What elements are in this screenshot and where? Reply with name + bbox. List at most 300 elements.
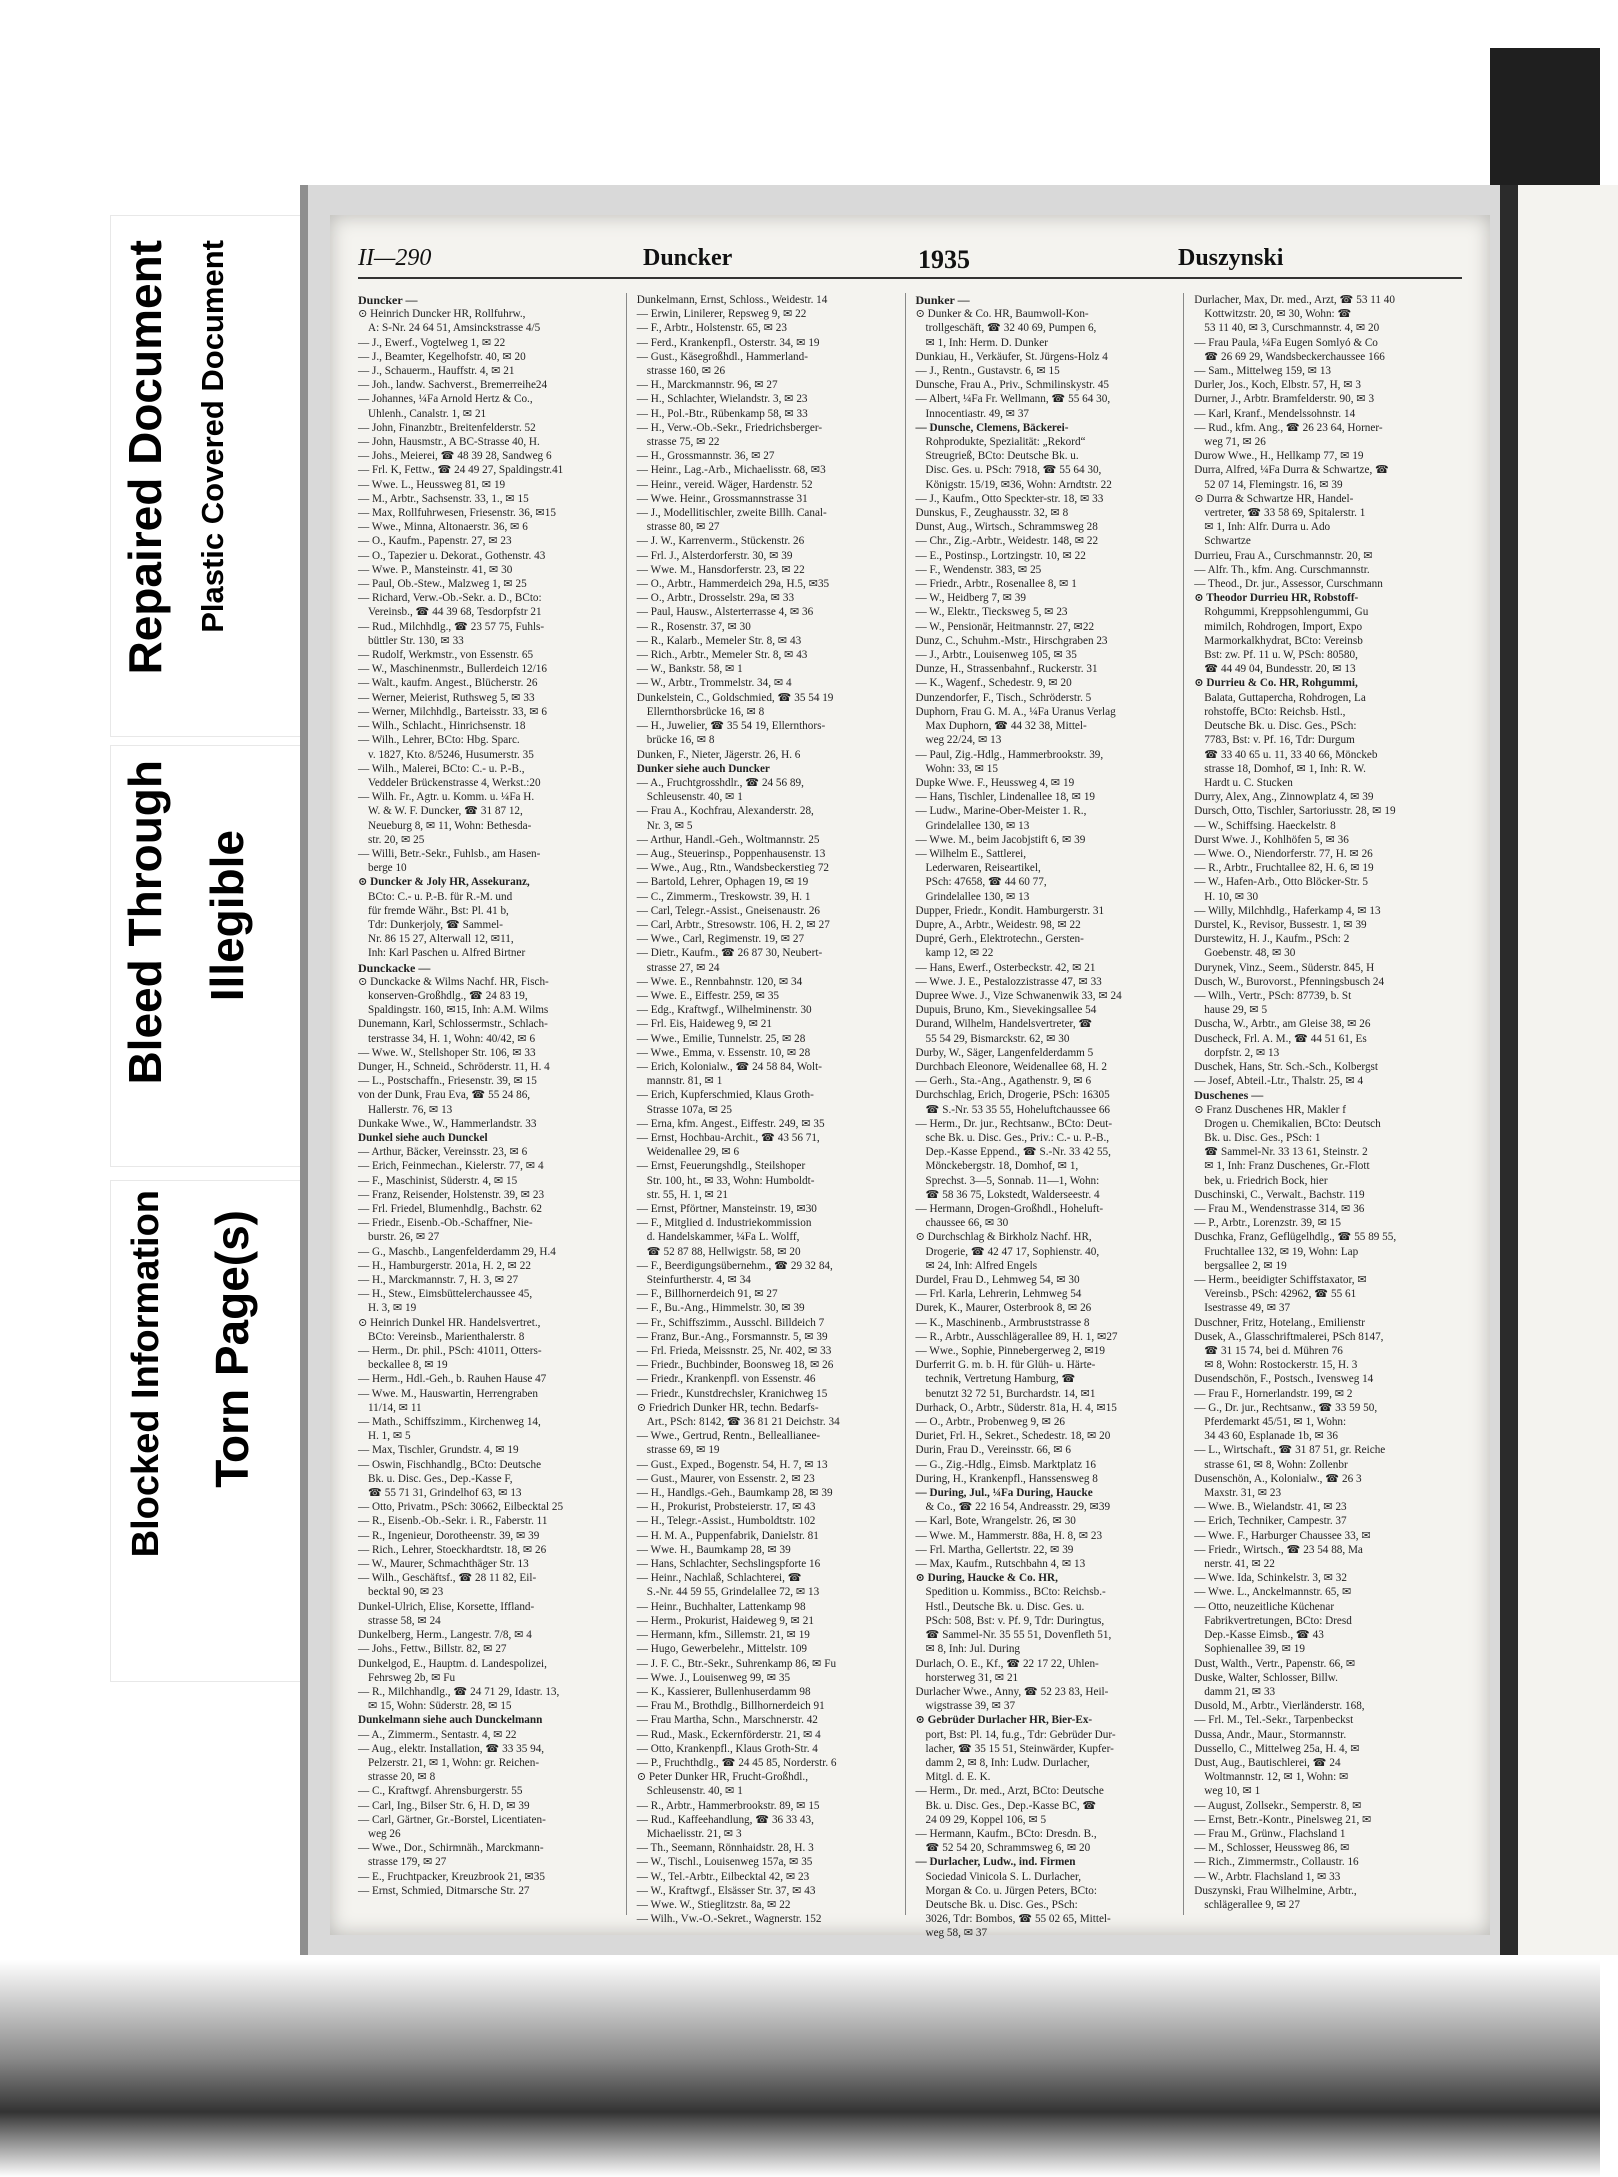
directory-entry: weg 26 bbox=[368, 1827, 401, 1840]
directory-entry: Dunken, F., Nieter, Jägerstr. 26, H. 6 bbox=[636, 748, 801, 761]
directory-entry: ✉ 1, Inh: Franz Duschenes, Gr.-Flott bbox=[1204, 1160, 1370, 1173]
directory-entry: — Wwe. H., Baumkamp 28, ✉ 39 bbox=[636, 1543, 791, 1556]
directory-entry: Art., PSch: 8142, ☎ 36 81 21 Deichstr. 34 bbox=[646, 1416, 840, 1429]
directory-entry: ⊙ Theodor Durrieu HR, Robstoff- bbox=[1194, 592, 1359, 605]
directory-entry: Schwartze bbox=[1204, 535, 1251, 548]
directory-entry: kamp 12, ✉ 22 bbox=[925, 947, 994, 960]
directory-entry: — R., Ingenieur, Dorotheenstr. 39, ✉ 39 bbox=[358, 1529, 540, 1542]
directory-entry: — Max, Kaufm., Rutschbahn 4, ✉ 13 bbox=[915, 1558, 1086, 1571]
directory-entry: für fremde Währ., Bst: Pl. 41 b, bbox=[368, 904, 509, 917]
directory-entry: — Heinr., Nachlaß, Schlachterei, ☎ bbox=[636, 1572, 802, 1585]
directory-entry: Vereinsb., PSch: 42962, ☎ 55 61 bbox=[1204, 1288, 1357, 1301]
directory-entry: — Josef, Abteil.-Ltr., Thalstr. 25, ✉ 4 bbox=[1194, 1075, 1364, 1088]
directory-entry: — Wwe., Minna, Altonaerstr. 36, ✉ 6 bbox=[358, 521, 528, 534]
directory-entry: — J. W., Karrenverm., Stückenstr. 26 bbox=[636, 535, 805, 548]
directory-entry: hause 29, ✉ 5 bbox=[1204, 1004, 1268, 1017]
directory-entry: — W., Hafen-Arb., Otto Blöcker-Str. 5 bbox=[1194, 876, 1369, 889]
directory-entry: — Franz, Reisender, Holstenstr. 39, ✉ 23 bbox=[358, 1188, 545, 1201]
directory-entry: strasse 27, ✉ 24 bbox=[646, 961, 720, 974]
directory-entry: — Gust., Exped., Bogenstr. 54, H. 7, ✉ 13 bbox=[636, 1458, 828, 1471]
directory-entry: Deutsche Bk. u. Disc. Ges., PSch: bbox=[1204, 720, 1357, 733]
directory-entry: — Wwe. E., Eiffestr. 259, ✉ 35 bbox=[636, 989, 780, 1002]
illegible-label: Illegible bbox=[201, 830, 253, 1002]
directory-entry: — Rich., Lehrer, Stoeckhardtstr. 18, ✉ 26 bbox=[358, 1543, 547, 1556]
directory-entry: — Oswin, Fischhandlg., BCto: Deutsche bbox=[358, 1458, 542, 1471]
directory-column-2 bbox=[636, 293, 906, 1926]
directory-entry: dorpfstr. 2, ✉ 13 bbox=[1204, 1046, 1280, 1059]
directory-entry: Dusek, A., Glasschriftmalerei, PSch 8147, bbox=[1194, 1330, 1384, 1343]
directory-entry: damm 21, ✉ 33 bbox=[1204, 1685, 1276, 1698]
directory-entry: — Frau M., Brothdlg., Billhornerdeich 91 bbox=[636, 1700, 825, 1713]
directory-entry: Dusenschön, A., Kolonialw., ☎ 26 3 bbox=[1194, 1472, 1362, 1485]
directory-entry: Duske, Walter, Schlosser, Billw. bbox=[1194, 1671, 1338, 1684]
directory-entry: Dusendschön, F., Postsch., Ivensweg 14 bbox=[1194, 1373, 1374, 1386]
header-rule bbox=[358, 277, 1462, 279]
directory-entry: — Frl. J., Alsterdorferstr. 30, ✉ 39 bbox=[636, 549, 793, 562]
directory-entry: — Ludw., Marine-Ober-Meister 1. R., bbox=[915, 805, 1087, 818]
directory-entry: strasse 80, ✉ 27 bbox=[646, 521, 720, 534]
directory-entry: Duscheck, Frl. A. M., ☎ 44 51 61, Es bbox=[1194, 1032, 1367, 1045]
directory-entry: ⊙ Dunckacke & Wilms Nachf. HR, Fisch- bbox=[358, 975, 549, 988]
directory-entry: — Friedr., Eisenb.-Ob.-Schaffner, Nie- bbox=[358, 1217, 533, 1230]
directory-entry: port, Bst: Pl. 14, fu.g., Tdr: Gebrüder Dur- bbox=[925, 1728, 1116, 1741]
directory-entry: PSch: 508, Bst: v. Pf. 9, Tdr: Duringtus, bbox=[925, 1614, 1105, 1627]
directory-entry: — A., Zimmerm., Sentastr. 4, ✉ 22 bbox=[358, 1728, 517, 1741]
directory-entry: — Wwe. W., Stellshoper Str. 106, ✉ 33 bbox=[358, 1046, 536, 1059]
directory-entry: Dunkelgod, E., Hauptm. d. Landespolizei, bbox=[358, 1657, 547, 1670]
directory-entry: — John, Finanzbtr., Breitenfelderstr. 52 bbox=[358, 421, 536, 434]
directory-entry: — H., Stew., Eimsbüttelerchaussee 45, bbox=[358, 1288, 533, 1301]
directory-entry: berge 10 bbox=[368, 862, 407, 875]
directory-entry: — Herm., Dr. phil., PSch: 41011, Otters- bbox=[358, 1345, 542, 1358]
directory-entry: — F., Bu.-Ang., Himmelstr. 30, ✉ 39 bbox=[636, 1302, 805, 1315]
directory-entry: ☎ 26 69 29, Wandsbeckerchaussee 166 bbox=[1204, 350, 1385, 363]
header-name-right: Duszynski bbox=[1178, 245, 1284, 271]
directory-entry: — W., Arbtr., Trommelstr. 34, ✉ 4 bbox=[636, 677, 792, 690]
directory-entry: — Herm., Dr. jur., Rechtsanw., BCto: Deut- bbox=[915, 1117, 1113, 1130]
directory-entry: — C., Kraftwgf. Ahrensburgerstr. 55 bbox=[358, 1785, 523, 1798]
directory-entry: — Gerh., Sta.-Ang., Agathenstr. 9, ✉ 6 bbox=[915, 1075, 1092, 1088]
directory-entry: — J., Kaufm., Otto Speckter-str. 18, ✉ 33 bbox=[915, 492, 1104, 505]
directory-entry: Woltmannstr. 12, ✉ 1, Wohn: ✉ bbox=[1204, 1771, 1349, 1784]
directory-entry: Bk. u. Disc. Ges., Dep.-Kasse F, bbox=[368, 1472, 513, 1485]
directory-entry: — Richard, Verw.-Ob.-Sekr. a. D., BCto: bbox=[358, 592, 542, 605]
directory-entry: Dunze, H., Strassenbahnf., Ruckerstr. 31 bbox=[915, 663, 1098, 676]
directory-entry: Durst Wwe. J., Kohlhöfen 5, ✉ 36 bbox=[1194, 833, 1349, 846]
directory-entry: Bk. u. Disc. Ges., PSch: 1 bbox=[1204, 1131, 1321, 1144]
directory-entry: — John, Hausmstr., A BC-Strasse 40, H. bbox=[358, 436, 540, 449]
directory-entry: — Hans, Tischler, Lindenallee 18, ✉ 19 bbox=[915, 791, 1096, 804]
directory-entry: — H., Juwelier, ☎ 35 54 19, Ellernthors- bbox=[636, 720, 826, 733]
header-name-left: Duncker bbox=[643, 245, 733, 271]
directory-entry: Rohprodukte, Spezialität: „Rekord“ bbox=[925, 436, 1086, 449]
directory-entry: Durferrit G. m. b. H. für Glüh- u. Härte- bbox=[915, 1359, 1096, 1372]
directory-entry: Sociedad Vinicola S. L. Durlacher, bbox=[925, 1870, 1082, 1883]
directory-entry: Veddeler Brückenstrasse 4, Werkst.:20 bbox=[368, 776, 541, 789]
directory-entry: — J. F. C., Btr.-Sekr., Suhrenkamp 86, ✉ Fu bbox=[636, 1657, 837, 1670]
directory-entry: Durlach, O. E., Kf., ☎ 22 17 22, Uhlen- bbox=[915, 1657, 1099, 1670]
directory-entry: S.-Nr. 44 59 55, Grindelallee 72, ✉ 13 bbox=[646, 1586, 820, 1599]
directory-entry: Dupre, A., Arbtr., Weidestr. 98, ✉ 22 bbox=[915, 918, 1081, 931]
directory-entry: Bst: zw. Pf. 11 u. W, PSch: 80580, bbox=[1204, 649, 1358, 662]
directory-entry: Dunst, Aug., Wirtsch., Schrammsweg 28 bbox=[915, 521, 1098, 534]
directory-entry: — Frau Martha, Schn., Marschnerstr. 42 bbox=[636, 1714, 818, 1727]
directory-entry: Michaelisstr. 21, ✉ 3 bbox=[646, 1827, 742, 1840]
directory-entry: nerstr. 41, ✉ 22 bbox=[1204, 1558, 1275, 1571]
directory-entry: weg 58, ✉ 37 bbox=[925, 1927, 988, 1940]
directory-entry: Dussello, C., Mittelweg 25a, H. 4, ✉ bbox=[1194, 1742, 1360, 1755]
directory-column-3 bbox=[915, 293, 1185, 1940]
directory-entry: str. 55, H. 1, ✉ 21 bbox=[646, 1188, 728, 1201]
blocked-information-label: Blocked Information bbox=[125, 1190, 167, 1558]
directory-entry: — Aug., Steuerinsp., Poppenhausenstr. 13 bbox=[636, 847, 826, 860]
directory-entry: — Wwe. Heinr., Grossmannstrasse 31 bbox=[636, 492, 808, 505]
directory-column-4 bbox=[1194, 293, 1462, 1915]
directory-entry: — Erich, Kolonialw., ☎ 24 58 84, Wolt- bbox=[636, 1060, 822, 1073]
directory-entry: — Wwe. O., Niendorferstr. 77, H. ✉ 26 bbox=[1194, 847, 1373, 860]
directory-entry: Nr. 86 15 27, Alterwall 12, ✉11, bbox=[368, 933, 514, 946]
directory-entry: schlägerallee 9, ✉ 27 bbox=[1204, 1898, 1300, 1911]
directory-entry: Dunemann, Karl, Schlossermstr., Schlach- bbox=[358, 1018, 548, 1031]
directory-entry: — Wwe. B., Wielandstr. 41, ✉ 23 bbox=[1194, 1501, 1347, 1514]
directory-entry: — Theod., Dr. jur., Assessor, Curschmann bbox=[1194, 578, 1383, 591]
directory-entry: 55 54 29, Bismarckstr. 62, ✉ 30 bbox=[925, 1032, 1070, 1045]
directory-entry: — Ferd., Krankenpfl., Osterstr. 34, ✉ 19 bbox=[636, 336, 820, 349]
directory-entry: vertreter, ☎ 33 58 69, Spitalerstr. 1 bbox=[1204, 507, 1366, 520]
directory-entry: — Paul, Zig.-Hdlg., Hammerbrookstr. 39, bbox=[915, 748, 1104, 761]
directory-entry: — M., Arbtr., Sachsenstr. 33, 1., ✉ 15 bbox=[358, 492, 529, 505]
directory-entry: — Carl, Arbtr., Stresowstr. 106, H. 2, ✉ 27 bbox=[636, 918, 830, 931]
directory-entry: — Durlacher, Ludw., ind. Firmen bbox=[915, 1856, 1076, 1869]
directory-entry: — Frau F., Hornerlandstr. 199, ✉ 2 bbox=[1194, 1387, 1353, 1400]
directory-entry: Disc. Ges. u. PSch: 7918, ☎ 55 64 30, bbox=[925, 464, 1102, 477]
directory-entry: Neueburg 8, ✉ 11, Wohn: Bethesda- bbox=[368, 819, 532, 832]
directory-entry: Duphorn, Frau G. M. A., ¼Fa Uranus Verlag bbox=[915, 705, 1116, 718]
directory-entry: Duscha, W., Arbtr., am Gleise 38, ✉ 26 bbox=[1194, 1018, 1371, 1031]
directory-entry: Pelzerstr. 21, ✉ 1, Wohn: gr. Reichen- bbox=[368, 1756, 540, 1769]
directory-entry: — Hermann, Kaufm., BCto: Dresdn. B., bbox=[915, 1827, 1097, 1840]
directory-entry: Dupree Wwe. J., Vize Schwanenwik 33, ✉ 24 bbox=[915, 989, 1122, 1002]
directory-entry: Dunz, C., Schuhm.-Mstr., Hirschgraben 23 bbox=[915, 634, 1108, 647]
directory-entry: wigstrasse 39, ✉ 37 bbox=[925, 1700, 1016, 1713]
directory-entry: — Math., Schiffszimm., Kirchenweg 14, bbox=[358, 1416, 541, 1429]
directory-entry: — Franz, Bur.-Ang., Forsmannstr. 5, ✉ 39 bbox=[636, 1330, 828, 1343]
directory-entry: Strasse 107a, ✉ 25 bbox=[646, 1103, 732, 1116]
directory-entry: — Frau A., Kochfrau, Alexanderstr. 28, bbox=[636, 805, 814, 818]
directory-entry: — W., Kraftwgf., Elsässer Str. 37, ✉ 43 bbox=[636, 1884, 816, 1897]
directory-entry: — Friedr., Buchbinder, Boonsweg 18, ✉ 26 bbox=[636, 1359, 834, 1372]
directory-entry: Dust, Aug., Bautischlerei, ☎ 24 bbox=[1194, 1756, 1341, 1769]
directory-entry: — H., Marckmannstr. 7, H. 3, ✉ 27 bbox=[358, 1274, 519, 1287]
directory-entry: Streugrieß, BCto: Deutsche Bk. u. bbox=[925, 450, 1079, 463]
directory-entry: A: S-Nr. 24 64 51, Amsinckstrasse 4/5 bbox=[368, 322, 541, 335]
directory-entry: Dunker siehe auch Duncker bbox=[636, 762, 770, 775]
directory-entry: strasse 69, ✉ 19 bbox=[646, 1444, 720, 1457]
directory-entry: Durner, J., Arbtr. Bramfelderstr. 90, ✉ 3 bbox=[1194, 393, 1375, 406]
directory-entry: — Paul, Hausw., Alsterterrasse 4, ✉ 36 bbox=[636, 606, 814, 619]
directory-entry: BCto: C.- u. P.-B. für R.-M. und bbox=[368, 890, 513, 903]
directory-entry: — L., Wirtschaft., ☎ 31 87 51, gr. Reiche bbox=[1194, 1444, 1386, 1457]
directory-entry: mimilch, Rohdrogen, Import, Expo bbox=[1204, 620, 1363, 633]
directory-entry: — R., Arbtr., Ausschlägerallee 89, H. 1, ✉27 bbox=[915, 1330, 1118, 1343]
directory-entry: — Willy, Milchhdlg., Haferkamp 4, ✉ 13 bbox=[1194, 904, 1381, 917]
directory-entry: Nr. 3, ✉ 5 bbox=[646, 819, 693, 832]
directory-entry: Dupper, Friedr., Kondit. Hamburgerstr. 31 bbox=[915, 904, 1105, 917]
directory-entry: Innocentiastr. 49, ✉ 37 bbox=[925, 407, 1030, 420]
directory-entry: Dunkiau, H., Verkäufer, St. Jürgens-Holz 4 bbox=[915, 350, 1108, 363]
directory-entry: Durynek, Vinz., Seem., Süderstr. 845, H bbox=[1194, 961, 1375, 974]
directory-entry: — J., Beamter, Kegelhofstr. 40, ✉ 20 bbox=[358, 350, 526, 363]
directory-entry: — H., Telegr.-Assist., Humboldtstr. 102 bbox=[636, 1515, 816, 1528]
directory-entry: Duszynski, Frau Wilhelmine, Arbtr., bbox=[1194, 1884, 1357, 1897]
directory-entry: Durin, Frau D., Vereinsstr. 66, ✉ 6 bbox=[915, 1444, 1072, 1457]
directory-entry: — F., Billhornerdeich 91, ✉ 27 bbox=[636, 1288, 778, 1301]
directory-entry: — Wwe., Dor., Schirmnäh., Marckmann- bbox=[358, 1842, 544, 1855]
directory-entry: brücke 16, ✉ 8 bbox=[646, 734, 715, 747]
directory-entry: PSch: 47658, ☎ 44 60 77, bbox=[925, 876, 1047, 889]
directory-entry: d. Handelskammer, ¼Fa L. Wolff, bbox=[646, 1231, 800, 1244]
directory-entry: Str. 100, ht., ✉ 33, Wohn: Humboldt- bbox=[646, 1174, 815, 1187]
directory-entry: Durek, K., Maurer, Osterbrook 8, ✉ 26 bbox=[915, 1302, 1092, 1315]
directory-entry: ✉ 24, Inh: Alfred Engels bbox=[925, 1259, 1038, 1272]
directory-entry: 53 11 40, ✉ 3, Curschmannstr. 4, ✉ 20 bbox=[1204, 322, 1380, 335]
directory-entry: — Max, Rollfuhrwesen, Friesenstr. 36, ✉15 bbox=[358, 507, 556, 520]
directory-entry: — E., Postinsp., Lortzingstr. 10, ✉ 22 bbox=[915, 549, 1086, 562]
directory-entry: — F., Maschinist, Süderstr. 4, ✉ 15 bbox=[358, 1174, 518, 1187]
directory-entry: H. 1, ✉ 5 bbox=[368, 1430, 411, 1443]
directory-entry: — Paul, Ob.-Stew., Malzweg 1, ✉ 25 bbox=[358, 578, 527, 591]
directory-entry: — Wwe. M., beim Jacobjstift 6, ✉ 39 bbox=[915, 833, 1086, 846]
directory-entry: — Wwe. L., Heussweg 81, ✉ 19 bbox=[358, 478, 506, 491]
directory-entry: strasse 18, Domhof, ✉ 1, Inh: R. W. bbox=[1204, 762, 1366, 775]
directory-entry: ☎ Sammel-Nr. 35 55 51, Dovenfleth 51, bbox=[925, 1629, 1112, 1642]
directory-entry: Durchbach Eleonore, Weidenallee 68, H. 2 bbox=[915, 1060, 1107, 1073]
directory-entry: ⊙ Heinrich Dunkel HR. Handelsvertret., bbox=[358, 1316, 541, 1329]
directory-entry: — G., Zig.-Hdlg., Eimsb. Marktplatz 16 bbox=[915, 1458, 1097, 1471]
scan-edge-dark bbox=[1490, 48, 1600, 188]
directory-entry: strasse 179, ✉ 27 bbox=[368, 1856, 447, 1869]
directory-entry: — Herm., beeidigter Schiffstaxator, ✉ bbox=[1194, 1274, 1367, 1287]
directory-entry: — Erwin, Linilerer, Repsweg 9, ✉ 22 bbox=[636, 308, 807, 321]
directory-entry: chaussee 66, ✉ 30 bbox=[925, 1217, 1009, 1230]
directory-entry: — W., Maschinenmstr., Bullerdeich 12/16 bbox=[358, 663, 547, 676]
directory-entry: — Ernst, Feuerungshdlg., Steilshoper bbox=[636, 1160, 806, 1173]
directory-entry: — H., Marckmannstr. 96, ✉ 27 bbox=[636, 379, 778, 392]
directory-entry: damm 2, ✉ 8, Inh: Ludw. Durlacher, bbox=[925, 1756, 1090, 1769]
header-year: 1935 bbox=[918, 245, 970, 274]
directory-entry: — Wilh., Malerei, BCto: C.- u. P.-B., bbox=[358, 762, 525, 775]
directory-entry: — R., Eisenb.-Ob.-Sekr. i. R., Faberstr. 11 bbox=[358, 1515, 548, 1528]
directory-entry: — H., Grossmannstr. 36, ✉ 27 bbox=[636, 450, 775, 463]
directory-entry: Maxstr. 31, ✉ 23 bbox=[1204, 1487, 1282, 1500]
directory-entry: — F., Beerdigungsübernehm., ☎ 29 32 84, bbox=[636, 1259, 833, 1272]
directory-entry: Pferdemarkt 45/51, ✉ 1, Wohn: bbox=[1204, 1416, 1347, 1429]
directory-entry: — Friedr., Wirtsch., ☎ 23 54 88, Ma bbox=[1194, 1543, 1363, 1556]
directory-entry: — O., Arbtr., Probenweg 9, ✉ 26 bbox=[915, 1416, 1066, 1429]
directory-entry: Dunkelberg, Herm., Langestr. 7/8, ✉ 4 bbox=[358, 1629, 532, 1642]
directory-entry: Grindelallee 130, ✉ 13 bbox=[925, 890, 1030, 903]
directory-entry: — Gust., Käsegroßhdl., Hammerland- bbox=[636, 350, 808, 363]
directory-entry: strasse 160, ✉ 26 bbox=[646, 365, 726, 378]
directory-entry: Balata, Guttapercha, Rohdrogen, La bbox=[1204, 691, 1366, 704]
directory-entry: — R., Arbtr., Fruchtallee 82, H. 6, ✉ 19 bbox=[1194, 862, 1374, 875]
directory-entry: Dunkelstein, C., Goldschmied, ☎ 35 54 19 bbox=[636, 691, 834, 704]
directory-entry: — O., Tapezier u. Dekorat., Gothenstr. 43 bbox=[358, 549, 546, 562]
directory-entry: — Frl. K, Fettw., ☎ 24 49 27, Spaldingstr.41 bbox=[358, 464, 564, 477]
directory-entry: Duschenes — bbox=[1194, 1088, 1264, 1103]
directory-entry: Dunker — bbox=[915, 293, 970, 307]
directory-entry: horsterweg 31, ✉ 21 bbox=[925, 1671, 1019, 1684]
directory-entry: Steinfurtherstr. 4, ✉ 34 bbox=[646, 1274, 751, 1287]
adjacent-page-edge bbox=[1500, 185, 1618, 1955]
directory-entry: Uhlenh., Canalstr. 1, ✉ 21 bbox=[368, 407, 487, 420]
directory-entry: — M., Schlosser, Heussweg 86, ✉ bbox=[1194, 1842, 1350, 1855]
directory-entry: — Johs., Fettw., Billstr. 82, ✉ 27 bbox=[358, 1643, 507, 1656]
directory-entry: Sprechst. 3—5, Sonnab. 11—1, Wohn: bbox=[925, 1174, 1100, 1187]
directory-entry: — Wilh., Vertr., PSch: 87739, b. St bbox=[1194, 989, 1352, 1002]
directory-entry: — Aug., elektr. Installation, ☎ 33 35 94, bbox=[358, 1742, 545, 1755]
directory-entry: ☎ 31 15 74, bei d. Mühren 76 bbox=[1204, 1345, 1343, 1358]
directory-entry: — F., Wendenstr. 383, ✉ 25 bbox=[915, 563, 1042, 576]
directory-entry: benutzt 32 72 51, Burchardstr. 14, ✉1 bbox=[925, 1387, 1096, 1400]
directory-entry: strasse 20, ✉ 8 bbox=[368, 1771, 436, 1784]
directory-entry: Dussa, Andr., Maur., Stormannstr. bbox=[1194, 1728, 1347, 1741]
directory-entry: — O., Kaufm., Papenstr. 27, ✉ 23 bbox=[358, 535, 512, 548]
directory-entry: — Bartold, Lehrer, Ophagen 19, ✉ 19 bbox=[636, 876, 809, 889]
directory-entry: — K., Wagenf., Schedestr. 9, ✉ 20 bbox=[915, 677, 1072, 690]
directory-entry: Hstl., Deutsche Bk. u. Disc. Ges. u. bbox=[925, 1600, 1085, 1613]
directory-entry: — Walt., kaufm. Angest., Blücherstr. 26 bbox=[358, 677, 538, 690]
directory-entry: — Frl. Eis, Haideweg 9, ✉ 21 bbox=[636, 1018, 772, 1031]
directory-entry: Dunskus, F., Zeughausstr. 32, ✉ 8 bbox=[915, 507, 1069, 520]
directory-entry: Lederwaren, Reiseartikel, bbox=[925, 862, 1041, 875]
directory-entry: — Frl. Karla, Lehrerin, Lehmweg 54 bbox=[915, 1288, 1082, 1301]
directory-entry: — Wwe. Ida, Schinkelstr. 3, ✉ 32 bbox=[1194, 1572, 1347, 1585]
directory-entry: sche Bk. u. Disc. Ges., Priv.: C.- u. P.-B., bbox=[925, 1131, 1110, 1144]
directory-entry: Dep.-Kasse Eppend., ☎ S.-Nr. 33 42 55, bbox=[925, 1146, 1111, 1159]
directory-entry: — Wwe. E., Rennbahnstr. 120, ✉ 34 bbox=[636, 975, 803, 988]
directory-entry: — Werner, Meierist, Ruthsweg 5, ✉ 33 bbox=[358, 691, 535, 704]
directory-entry: BCto: Vereinsb., Marienthalerstr. 8 bbox=[368, 1330, 525, 1343]
directory-entry: Durra, Alfred, ¼Fa Durra & Schwartze, ☎ bbox=[1194, 464, 1389, 477]
directory-entry: ⊙ Durrieu & Co. HR, Rohgummi, bbox=[1194, 677, 1358, 690]
directory-entry: — J., Modellitischler, zweite Billh. Canal- bbox=[636, 507, 827, 520]
directory-entry: — Wwe., Emma, v. Essenstr. 10, ✉ 28 bbox=[636, 1046, 811, 1059]
directory-entry: 7783, Bst: v. Pf. 16, Tdr: Durgum bbox=[1204, 734, 1355, 747]
directory-entry: 34 43 60, Esplanade 1b, ✉ 36 bbox=[1204, 1430, 1338, 1443]
directory-entry: & Co., ☎ 22 16 54, Andreasstr. 29, ✉39 bbox=[925, 1501, 1111, 1514]
directory-entry: — W., Schiffsing. Haeckelstr. 8 bbox=[1194, 819, 1336, 832]
directory-entry: von der Dunk, Frau Eva, ☎ 55 24 86, bbox=[358, 1089, 531, 1102]
directory-entry: — Frl. Frieda, Meissnstr. 25, Nr. 402, ✉ 33 bbox=[636, 1345, 832, 1358]
directory-entry: Dunkake Wwe., W., Hammerlandstr. 33 bbox=[358, 1117, 537, 1130]
directory-entry: Durand, Wilhelm, Handelsvertreter, ☎ bbox=[915, 1018, 1093, 1031]
directory-entry: — R., Arbtr., Hammerbrookstr. 89, ✉ 15 bbox=[636, 1799, 820, 1812]
directory-entry: Durstel, K., Revisor, Bussestr. 1, ✉ 39 bbox=[1194, 918, 1367, 931]
directory-entry: — P., Arbtr., Lorenzstr. 39, ✉ 15 bbox=[1194, 1217, 1341, 1230]
directory-entry: — W., Heidberg 7, ✉ 39 bbox=[915, 592, 1026, 605]
page-reference: II—290 bbox=[358, 245, 432, 271]
directory-entry: terstrasse 34, H. 1, Wohn: 40/42, ✉ 6 bbox=[368, 1032, 536, 1045]
directory-entry: — J., Ewerf., Vogtelweg 1, ✉ 22 bbox=[358, 336, 506, 349]
directory-entry: Vereinsb., ☎ 44 39 68, Tesdorpfstr 21 bbox=[368, 606, 542, 619]
directory-entry: During, H., Krankenpfl., Hanssensweg 8 bbox=[915, 1472, 1098, 1485]
directory-entry: — Carl, Gärtner, Gr.-Borstel, Licentiaten- bbox=[358, 1813, 546, 1826]
scanner-bottom-band bbox=[0, 1960, 1600, 2177]
directory-entry: W. & W. F. Duncker, ☎ 31 87 12, bbox=[368, 805, 523, 818]
directory-entry: H. 3, ✉ 19 bbox=[368, 1302, 417, 1315]
directory-entry: Hardt u. C. Stucken bbox=[1204, 776, 1293, 789]
directory-entry: Durchschlag, Erich, Drogerie, PSch: 16305 bbox=[915, 1089, 1110, 1102]
directory-entry: Weidenallee 29, ✉ 6 bbox=[646, 1146, 740, 1159]
directory-entry: Dunzendorfer, F., Tisch., Schröderstr. 5 bbox=[915, 691, 1092, 704]
directory-entry: — August, Zollsekr., Semperstr. 8, ✉ bbox=[1194, 1799, 1362, 1812]
directory-entry: — Johannes, ¼Fa Arnold Hertz & Co., bbox=[358, 393, 533, 406]
directory-entry: — Wwe., Carl, Regimenstr. 19, ✉ 27 bbox=[636, 933, 805, 946]
directory-entry: — P., Fruchthdlg., ☎ 24 45 85, Norderstr. 6 bbox=[636, 1756, 837, 1769]
directory-entry: Dunger, H., Schneid., Schröderstr. 11, H. 4 bbox=[358, 1060, 550, 1073]
directory-entry: Inh: Karl Paschen u. Alfred Birtner bbox=[368, 947, 526, 960]
directory-entry: — Friedr., Krankenpfl. von Essenstr. 46 bbox=[636, 1373, 816, 1386]
directory-entry: beckallee 8, ✉ 19 bbox=[368, 1359, 448, 1372]
directory-entry: mannstr. 81, ✉ 1 bbox=[646, 1075, 723, 1088]
directory-entry: — Alfr. Th., kfm. Ang. Curschmannstr. bbox=[1194, 563, 1370, 576]
directory-entry: — Wilh., Schlacht., Hinrichsenstr. 18 bbox=[358, 720, 526, 733]
directory-entry: — Rich., Zimmermstr., Collaustr. 16 bbox=[1194, 1856, 1359, 1869]
directory-entry: — Frl. M., Tel.-Sekr., Tarpenbeckst bbox=[1194, 1714, 1354, 1727]
directory-entry: Dusch, W., Burovorst., Pfenningsbusch 24 bbox=[1194, 975, 1385, 988]
directory-entry: 52 07 14, Flemingstr. 16, ✉ 39 bbox=[1204, 478, 1343, 491]
directory-entry: — Herm., Hdl.-Geh., b. Rauhen Hause 47 bbox=[358, 1373, 547, 1386]
directory-entry: Durby, W., Säger, Langenfelderdamm 5 bbox=[915, 1046, 1094, 1059]
directory-entry: — Dunsche, Clemens, Bäckerei- bbox=[915, 421, 1069, 434]
directory-entry: Duncker — bbox=[358, 293, 418, 307]
directory-entry: Kottwitzstr. 20, ✉ 30, Wohn: ☎ bbox=[1204, 308, 1352, 321]
directory-entry: — R., Milchhandlg., ☎ 24 71 29, Idastr. 13, bbox=[358, 1685, 560, 1698]
directory-entry: ⊙ Friedrich Dunker HR, techn. Bedarfs- bbox=[636, 1401, 819, 1414]
directory-entry: — Ernst, Betr.-Kontr., Pinelsweg 21, ✉ bbox=[1194, 1813, 1372, 1826]
directory-entry: — Hans, Schlachter, Sechslingspforte 16 bbox=[636, 1558, 821, 1571]
directory-entry: Mönckebergstr. 18, Domhof, ✉ 1, bbox=[925, 1160, 1079, 1173]
directory-entry: Isestrasse 49, ✉ 37 bbox=[1204, 1302, 1291, 1315]
directory-entry: Mitgl. d. E. K. bbox=[925, 1771, 991, 1784]
directory-entry: str. 20, ✉ 25 bbox=[368, 833, 425, 846]
directory-entry: Dep.-Kasse Eimsb., ☎ 43 bbox=[1204, 1629, 1324, 1642]
directory-entry: lacher, ☎ 35 15 51, Steinwärder, Kupfer- bbox=[925, 1742, 1114, 1755]
directory-entry: — Wwe. J. E., Pestalozzistrasse 47, ✉ 33 bbox=[915, 975, 1102, 988]
directory-entry: — Gust., Maurer, von Essenstr. 2, ✉ 23 bbox=[636, 1472, 815, 1485]
directory-entry: becktal 90, ✉ 23 bbox=[368, 1586, 444, 1599]
directory-entry: — Albert, ¼Fa Fr. Wellmann, ☎ 55 64 30, bbox=[915, 393, 1111, 406]
directory-entry: — J., Schauerm., Hauffstr. 4, ✉ 21 bbox=[358, 365, 515, 378]
directory-entry: ⊙ During, Haucke & Co. HR, bbox=[915, 1572, 1058, 1585]
directory-entry: — Wwe. F., Harburger Chaussee 33, ✉ bbox=[1194, 1529, 1371, 1542]
directory-entry: — Carl, Telegr.-Assist., Gneisenaustr. 26 bbox=[636, 904, 821, 917]
directory-entry: Fehrsweg 2b, ✉ Fu bbox=[368, 1671, 456, 1684]
directory-entry: — H., Prokurist, Probsteierstr. 17, ✉ 43 bbox=[636, 1501, 816, 1514]
directory-entry: Durler, Jos., Koch, Elbstr. 57, H, ✉ 3 bbox=[1194, 379, 1362, 392]
directory-entry: Dunsche, Frau A., Priv., Schmilinskystr. 45 bbox=[915, 379, 1110, 392]
directory-entry: — Karl, Bote, Wrangelstr. 26, ✉ 30 bbox=[915, 1515, 1076, 1528]
torn-pages-label: Torn Page(s) bbox=[206, 1210, 258, 1488]
directory-entry: Wohn: 33, ✉ 15 bbox=[925, 762, 998, 775]
directory-entry: Duschinski, C., Verwalt., Bachstr. 119 bbox=[1194, 1188, 1365, 1201]
directory-entry: — W., Bankstr. 58, ✉ 1 bbox=[636, 663, 743, 676]
directory-entry: Fabrikvertretungen, BCto: Dresd bbox=[1204, 1614, 1352, 1627]
directory-entry: ☎ 33 40 65 u. 11, 33 40 66, Mönckeb bbox=[1204, 748, 1378, 761]
directory-page bbox=[330, 215, 1490, 1940]
directory-entry: Duriet, Frl. H., Sekret., Schedestr. 18, ✉ 20 bbox=[915, 1430, 1111, 1443]
